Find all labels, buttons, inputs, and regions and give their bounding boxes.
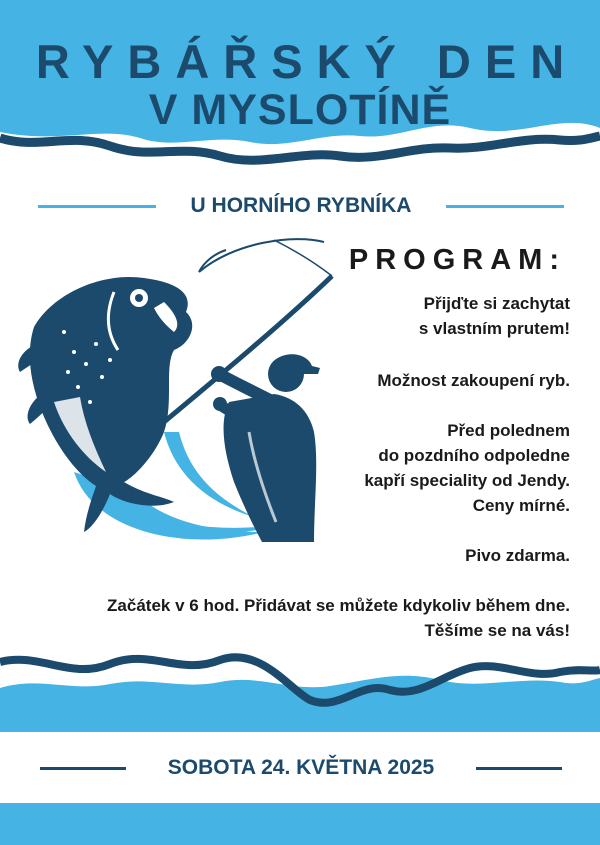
program-line: Přijďte si zachytat <box>423 294 570 313</box>
program-block-2 <box>377 368 570 393</box>
program-line: s vlastním prutem! <box>418 319 570 338</box>
event-date: SOBOTA 24. KVĚTNA 2025 <box>167 756 435 779</box>
subtitle: U HORNÍHO RYBNÍKA <box>190 194 412 217</box>
poster-title-line-2: V MYSLOTÍNĚ <box>148 86 452 134</box>
program-line: kapří speciality od Jendy. <box>364 471 570 490</box>
date-row <box>40 756 562 780</box>
program-block-5 <box>107 593 570 643</box>
subtitle-row <box>38 194 564 218</box>
date-divider-left <box>40 767 126 770</box>
bottom-strip <box>0 803 600 845</box>
fisherman-catching-fish-icon <box>14 232 334 562</box>
program-line: Možnost zakoupení ryb. <box>377 371 570 390</box>
program-line: do pozdního odpoledne <box>378 446 570 465</box>
program-block-4 <box>465 543 570 568</box>
program-line: Před polednem <box>447 421 570 440</box>
program-line: Těšíme se na vás! <box>424 621 570 640</box>
poster-title-line-1: RYBÁŘSKÝ DEN <box>35 35 579 88</box>
program-line: Ceny mírné. <box>472 496 570 515</box>
program-line: Začátek v 6 hod. Přidávat se můžete kdykoliv během dne. <box>107 596 570 615</box>
program-block-1 <box>419 291 570 341</box>
subtitle-divider-right <box>446 205 564 208</box>
subtitle-divider-left <box>38 205 156 208</box>
bottom-wave-band <box>0 676 600 732</box>
program-heading: PROGRAM: <box>348 244 566 276</box>
date-divider-right <box>476 767 562 770</box>
program-line: Pivo zdarma. <box>465 546 570 565</box>
program-block-3 <box>364 418 570 518</box>
